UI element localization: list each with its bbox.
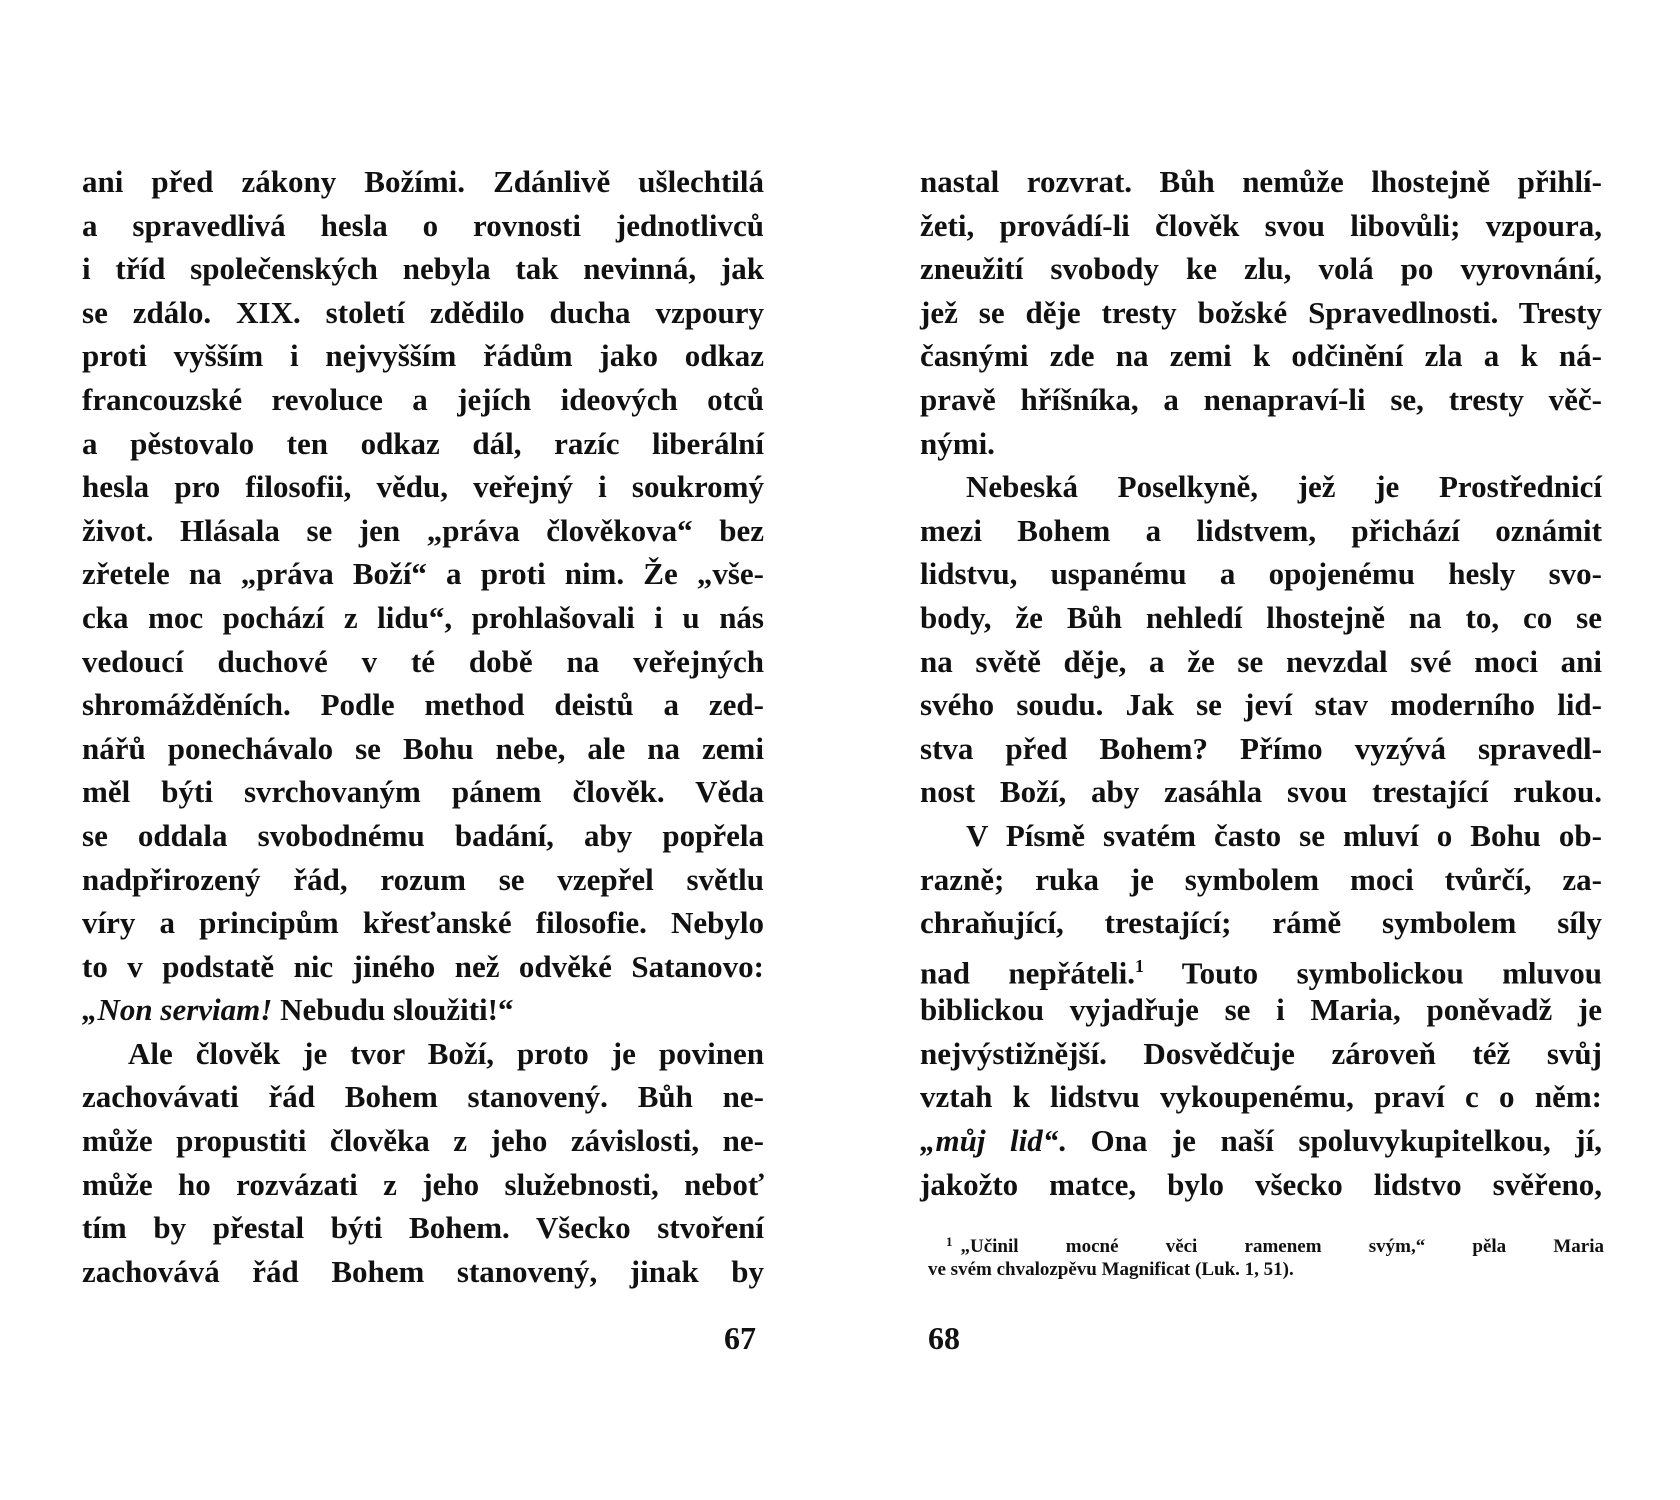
text-line: jakožto matce, bylo všecko lidstvo svěřeno,	[920, 1166, 1602, 1202]
text-line: pravě hříšníka, a nenapraví-li se, tresty věč-	[920, 381, 1602, 417]
text-line: může ho rozvázati z jeho služebnosti, neboť	[82, 1166, 764, 1202]
text-line: Nebeská Poselkyně, jež je Prostřednicí	[966, 469, 1602, 505]
text-line: se oddala svobodnému badání, aby popřela	[82, 817, 764, 853]
text-line: francouzské revoluce a jejích ideových otců	[82, 381, 764, 417]
text-line: nost Boží, aby zasáhla svou trestající rukou.	[920, 774, 1602, 810]
footnote	[928, 1228, 1604, 1284]
text-line: nastal rozvrat. Bůh nemůže lhostejně přihlí-	[920, 164, 1602, 199]
text-line: vedoucí duchové v té době na veřejných	[82, 643, 764, 679]
text-line: svého soudu. Jak se jeví stav moderního lid-	[920, 687, 1602, 723]
text-line: shromážděních. Podle method deistů a zed-	[82, 687, 764, 723]
text-line: zachovává řád Bohem stanovený, jinak by	[82, 1253, 764, 1289]
footnote-ref-text: nad nepřáteli.	[920, 955, 1135, 991]
quote-italic: „Non serviam!	[82, 992, 273, 1028]
text-line: ani před zákony Božími. Zdánlivě ušlechtilá	[82, 164, 764, 199]
page-number-left: 67	[724, 1320, 756, 1356]
footnote-text: „Učinil mocné věci ramenem svým,“ pěla Maria	[960, 1236, 1604, 1257]
quote-rest: . Ona je naší spoluvykupitelkou, jí,	[1058, 1123, 1602, 1159]
footnote-reference: 1	[1134, 955, 1144, 976]
text-line: a spravedlivá hesla o rovnosti jednotlivců	[82, 207, 764, 243]
text-line: jež se děje tresty božské Spravedlnosti. Tresty	[920, 294, 1602, 330]
text-line: tím by přestal býti Bohem. Všecko stvoření	[82, 1210, 764, 1246]
text-line: na světě děje, a že se nevzdal své moci ani	[920, 643, 1602, 679]
text-line: nými.	[920, 425, 995, 461]
text-line: zřetele na „práva Boží“ a proti nim. Že „vše-	[82, 556, 764, 592]
text-line: může propustiti člověka z jeho závislosti, ne-	[82, 1123, 764, 1159]
text-line: vztah k lidstvu vykoupenému, praví c o něm:	[920, 1079, 1602, 1115]
quote-line	[82, 988, 764, 1032]
text-line: proti vyšším i nejvyšším řádům jako odkaz	[82, 338, 764, 374]
text-line: i tříd společenských nebyla tak nevinná, jak	[82, 251, 764, 287]
footnote-ref-line	[920, 945, 1602, 989]
text-line: Ale člověk je tvor Boží, proto je povinen	[128, 1035, 764, 1071]
text-line: cka moc pochází z lidu“, prohlašovali i u nás	[82, 599, 764, 635]
text-line: lidstvu, uspanému a opojenému hesly svo-	[920, 556, 1602, 592]
footnote-ref-rest: Touto symbolickou mluvou	[1143, 955, 1602, 991]
quote-italic: „můj lid“	[920, 1123, 1059, 1159]
page-number-right: 68	[928, 1320, 960, 1356]
text-line: víry a principům křesťanské filosofie. Nebylo	[82, 905, 764, 941]
text-line: stva před Bohem? Přímo vyzývá spravedl-	[920, 730, 1602, 766]
quote-rest: Nebudu sloužiti!“	[272, 992, 514, 1028]
footnote-line: ve svém chvalozpěvu Magnificat (Luk. 1, 51).	[928, 1259, 1294, 1280]
footnote-mark: 1	[946, 1234, 953, 1249]
text-line: a pěstovalo ten odkaz dál, razíc liberální	[82, 425, 764, 461]
text-line: V Písmě svatém často se mluví o Bohu ob-	[966, 817, 1602, 853]
text-line: život. Hlásala se jen „práva člověkova“ bez	[82, 512, 764, 548]
text-line: nejvýstižnější. Dosvědčuje zároveň též svůj	[920, 1035, 1602, 1071]
text-line: chraňující, trestající; rámě symbolem síly	[920, 905, 1602, 941]
text-line: to v podstatě nic jiného než odvěké Satanovo:	[82, 948, 764, 984]
text-line: hesla pro filosofii, vědu, veřejný i soukromý	[82, 469, 764, 505]
footnote-line	[928, 1228, 1604, 1256]
text-line: nářů ponechávalo se Bohu nebe, ale na zemi	[82, 730, 764, 766]
text-line: se zdálo. XIX. století zdědilo ducha vzpoury	[82, 294, 764, 330]
text-line: zneužití svobody ke zlu, volá po vyrovnání,	[920, 251, 1602, 287]
text-line: mezi Bohem a lidstvem, přichází oznámit	[920, 512, 1602, 548]
left-page	[82, 160, 764, 1293]
text-line: zachovávati řád Bohem stanovený. Bůh ne-	[82, 1079, 764, 1115]
text-line: časnými zde na zemi k odčinění zla a k ná-	[920, 338, 1602, 374]
text-line: body, že Bůh nehledí lhostejně na to, co se	[920, 599, 1602, 635]
text-line: razně; ruka je symbolem moci tvůrčí, za-	[920, 861, 1602, 897]
right-page	[920, 160, 1602, 1206]
text-line: biblickou vyjadřuje se i Maria, poněvadž je	[920, 992, 1602, 1028]
text-line: žeti, provádí-li člověk svou libovůli; vzpoura,	[920, 207, 1602, 243]
text-line: měl býti svrchovaným pánem člověk. Věda	[82, 774, 764, 810]
quote-line	[920, 1119, 1602, 1163]
text-line: nadpřirozený řád, rozum se vzepřel světlu	[82, 861, 764, 897]
